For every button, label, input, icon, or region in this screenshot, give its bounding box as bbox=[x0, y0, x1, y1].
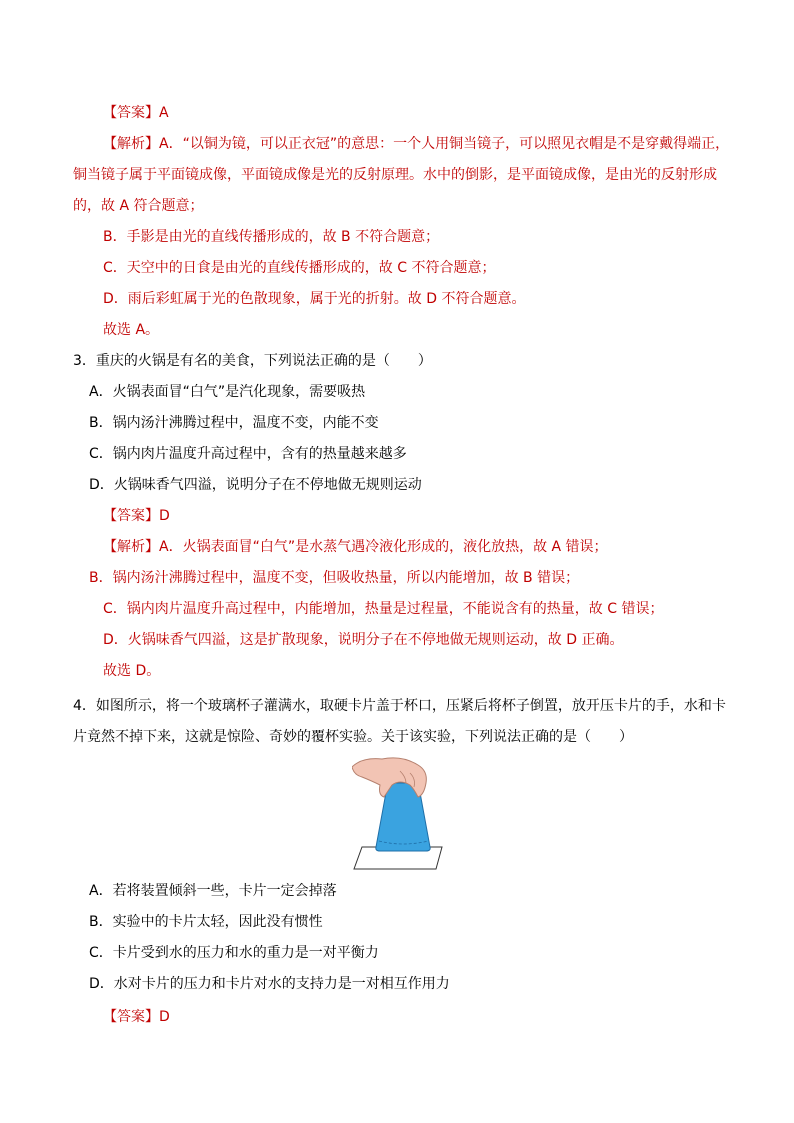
analysis-text: A．“以铜为镜，可以正衣冠”的意思：一个人用铜当镜子，可以照见衣帽是不是穿戴得端正， bbox=[159, 136, 730, 152]
q4-stem-line-1: 4．如图所示，将一个玻璃杯子灌满水，取硬卡片盖于杯口，压紧后将杯子倒置，放开压卡片的手，水和卡 bbox=[73, 698, 726, 714]
q3-analysis-c: C．锅内肉片温度升高过程中，内能增加，热量是过程量，不能说含有的热量，故 C 错误； bbox=[103, 601, 664, 617]
q3-analysis-b: B．锅内汤汁沸腾过程中，温度不变，但吸收热量，所以内能增加，故 B 错误； bbox=[89, 570, 580, 586]
q3-choose: 故选 D。 bbox=[103, 663, 161, 679]
inverted-cup-figure bbox=[352, 755, 448, 873]
q2-analysis-option-b: B．手影是由光的直线传播形成的，故 B 不符合题意； bbox=[103, 229, 440, 245]
analysis-tag: 【解析】 bbox=[103, 136, 159, 152]
answer-tag: 【答案】 bbox=[103, 508, 159, 524]
q4-option-c: C．卡片受到水的压力和水的重力是一对平衡力 bbox=[89, 945, 379, 961]
q2-analysis-line-2: 铜当镜子属于平面镜成像，平面镜成像是光的反射原理。水中的倒影，是平面镜成像，是由光的反射形成 bbox=[73, 167, 717, 183]
q4-stem-line-2: 片竟然不掉下来，这就是惊险、奇妙的覆杯实验。关于该实验，下列说法正确的是（ ） bbox=[73, 729, 633, 745]
answer-value: A bbox=[159, 105, 169, 121]
q2-analysis-line-1 bbox=[103, 134, 729, 154]
q3-analysis-d: D．火锅味香气四溢，这是扩散现象，说明分子在不停地做无规则运动，故 D 正确。 bbox=[103, 632, 624, 648]
q4-option-a: A．若将装置倾斜一些，卡片一定会掉落 bbox=[89, 883, 337, 899]
q3-option-b: B．锅内汤汁沸腾过程中，温度不变，内能不变 bbox=[89, 415, 379, 431]
q3-answer bbox=[103, 506, 170, 526]
q3-analysis-a bbox=[103, 537, 608, 557]
q2-analysis-option-d: D．雨后彩虹属于光的色散现象，属于光的折射。故 D 不符合题意。 bbox=[103, 291, 526, 307]
q3-stem: 3．重庆的火锅是有名的美食，下列说法正确的是（ ） bbox=[73, 353, 432, 369]
answer-value: D bbox=[159, 1009, 170, 1025]
q3-option-a: A．火锅表面冒“白气”是汽化现象，需要吸热 bbox=[89, 384, 366, 400]
q2-analysis-line-3: 的，故 A 符合题意； bbox=[73, 198, 204, 214]
q4-option-b: B．实验中的卡片太轻，因此没有惯性 bbox=[89, 914, 323, 930]
analysis-tag: 【解析】 bbox=[103, 539, 159, 555]
q3-option-d: D．火锅味香气四溢，说明分子在不停地做无规则运动 bbox=[89, 477, 422, 493]
answer-value: D bbox=[159, 508, 170, 524]
q2-analysis-option-c: C．天空中的日食是由光的直线传播形成的，故 C 不符合题意； bbox=[103, 260, 496, 276]
answer-tag: 【答案】 bbox=[103, 1009, 159, 1025]
answer-tag: 【答案】 bbox=[103, 105, 159, 121]
q2-answer bbox=[103, 103, 169, 123]
q4-option-d: D．水对卡片的压力和卡片对水的支持力是一对相互作用力 bbox=[89, 976, 450, 992]
q2-choose: 故选 A。 bbox=[103, 322, 160, 338]
q3-option-c: C．锅内肉片温度升高过程中，含有的热量越来越多 bbox=[89, 446, 407, 462]
q4-answer bbox=[103, 1007, 170, 1027]
analysis-text: A．火锅表面冒“白气”是水蒸气遇冷液化形成的，液化放热，故 A 错误； bbox=[159, 539, 608, 555]
